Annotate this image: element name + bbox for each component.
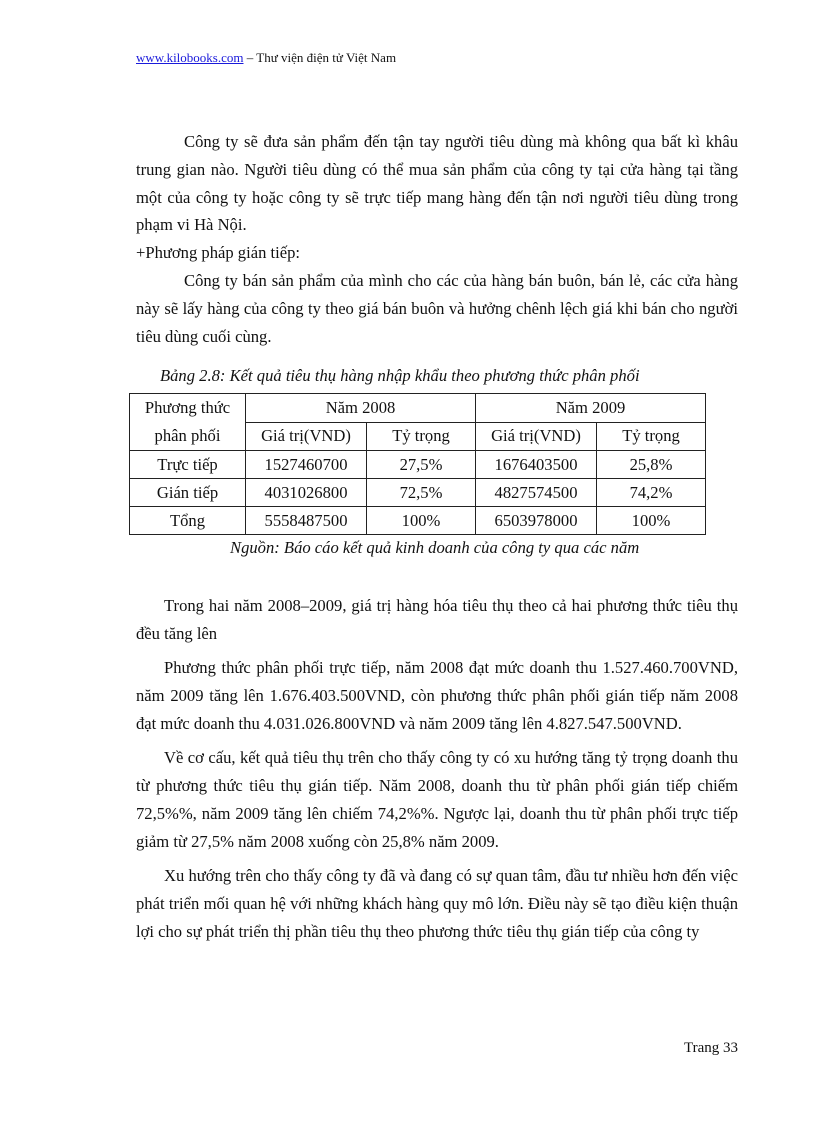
intro-section — [136, 128, 738, 350]
share-2009-header: Tỷ trọng — [597, 422, 706, 451]
method-header-line1: Phương thức — [144, 398, 231, 417]
row-share-2008: 72,5% — [367, 479, 476, 507]
row-method: Tổng — [130, 507, 246, 535]
row-share-2009: 100% — [597, 507, 706, 535]
year-2009-header: Năm 2009 — [476, 394, 706, 423]
value-2009-header: Giá trị(VND) — [476, 422, 597, 451]
year-2008-header: Năm 2008 — [246, 394, 476, 423]
page-number: Trang 33 — [683, 1040, 738, 1056]
row-share-2009: 74,2% — [597, 479, 706, 507]
row-share-2008: 100% — [367, 507, 476, 535]
distribution-table — [129, 393, 706, 535]
page-header — [136, 50, 396, 66]
analysis-paragraph-3: Về cơ cấu, kết quả tiêu thụ trên cho thấy công ty có xu hướng tăng tỷ trọng doanh thu từ phương thức tiêu thụ gián tiếp. Năm 2008, doanh thu từ phân phối gián tiếp chiếm 72,5%%, năm 2009 tăng lên chiếm 74,2%%. Ngược lại, doanh thu từ phân phối trực tiếp giảm từ 27,5% năm 2008 xuống còn 25,8% năm 2009. — [136, 748, 738, 851]
table-row — [130, 451, 706, 479]
value-2008-header: Giá trị(VND) — [246, 422, 367, 451]
row-value-2009: 4827574500 — [476, 479, 597, 507]
share-2008-header: Tỷ trọng — [367, 422, 476, 451]
intro-paragraph-indirect: Công ty bán sản phẩm của mình cho các của hàng bán buôn, bán lẻ, các cửa hàng này sẽ lấy hàng của công ty theo giá bán buôn và hưởng chênh lệch giá khi bán cho người tiêu dùng cuối cùng. — [136, 270, 738, 346]
header-tagline: – Thư viện điện tử Việt Nam — [243, 50, 397, 65]
row-value-2008: 5558487500 — [246, 507, 367, 535]
intro-paragraph-direct: Công ty sẽ đưa sản phẩm đến tận tay người tiêu dùng mà không qua bất kì khâu trung gian nào. Người tiêu dùng có thể mua sản phẩm của công ty tại cửa hàng tại tầng một của công ty hoặc công ty sẽ trực tiếp mang hàng đến tận nơi người tiêu dùng trong phạm vi Hà Nội. — [136, 132, 738, 235]
analysis-section — [136, 592, 738, 952]
analysis-paragraph-1: Trong hai năm 2008–2009, giá trị hàng hóa tiêu thụ theo cả hai phương thức tiêu thụ đều tăng lên — [136, 596, 738, 643]
analysis-paragraph-4: Xu hướng trên cho thấy công ty đã và đang có sự quan tâm, đầu tư nhiều hơn đến việc phát triển mối quan hệ với những khách hàng quy mô lớn. Điều này sẽ tạo điều kiện thuận lợi cho sự phát triển thị phần tiêu thụ theo phương thức tiêu thụ gián tiếp của công ty — [136, 866, 738, 941]
table-source: Nguồn: Báo cáo kết quả kinh doanh của công ty qua các năm — [230, 538, 640, 557]
row-method: Gián tiếp — [130, 479, 246, 507]
site-link[interactable]: www.kilobooks.com — [136, 50, 244, 65]
table-caption: Bảng 2.8: Kết quả tiêu thụ hàng nhập khẩu theo phương thức phân phối — [160, 366, 640, 385]
row-value-2008: 1527460700 — [246, 451, 367, 479]
method-header-cell — [130, 394, 246, 451]
analysis-paragraph-2: Phương thức phân phối trực tiếp, năm 2008 đạt mức doanh thu 1.527.460.700VND, năm 2009 tăng lên 1.676.403.500VND, còn phương thức phân phối gián tiếp năm 2008 đạt mức doanh thu 4.031.026.800VND và năm 2009 tăng lên 4.827.547.500VND. — [136, 658, 738, 733]
row-share-2008: 27,5% — [367, 451, 476, 479]
method-header-line2: phân phối — [154, 426, 221, 445]
row-value-2009: 6503978000 — [476, 507, 597, 535]
table-row — [130, 479, 706, 507]
row-value-2008: 4031026800 — [246, 479, 367, 507]
method-heading: +Phương pháp gián tiếp: — [136, 243, 301, 263]
row-method: Trực tiếp — [130, 451, 246, 479]
row-value-2009: 1676403500 — [476, 451, 597, 479]
row-share-2009: 25,8% — [597, 451, 706, 479]
table-row — [130, 507, 706, 535]
